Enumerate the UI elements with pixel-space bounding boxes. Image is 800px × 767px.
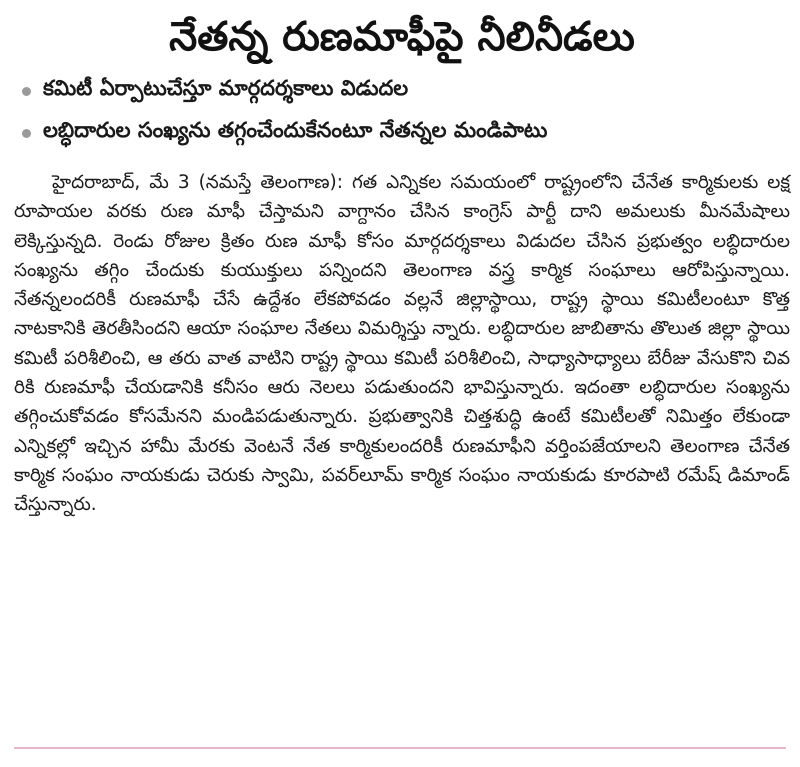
article-body: హైదరాబాద్, మే 3 (నమస్తే తెలంగాణ): గత ఎన్నికల సమయంలో రాష్ట్రంలోని చేనేత కార్మికులకు లక్ష రూపాయల వరకు రుణ మాఫీ చేస్తామని వాగ్దానం చేసిన కాంగ్రెస్ పార్టీ దాని అమలుకు మీనమేషాలు లెక్కిస్తున్నది. రెండు రోజుల క్రితం రుణ మాఫీ కోసం మార్గదర్శకాలు విడుదల చేసిన ప్రభుత్వం లబ్ధిదారుల సంఖ్యను తగ్గిం చేందుకు కుయుక్తులు పన్నిందని తెలంగాణ వస్త్ర కార్మిక సంఘాలు ఆరోపిస్తున్నాయి. నేతన్నలందరికీ రుణమాఫీ చేసే ఉద్దేశం లేకపోవడం వల్లనే జిల్లాస్థాయి, రాష్ట్ర స్థాయి కమిటీలంటూ కొత్త నాటకానికి తెరతీసిందని ఆయా సంఘాల నేతలు విమర్శిస్తు న్నారు. లబ్ధిదారుల జాబితాను తొలుత జిల్లా స్థాయి కమిటీ పరిశీలించి, ఆ తరు వాత వాటిని రాష్ట్ర స్థాయి కమిటీ పరిశీలించి, సాధ్యాసాధ్యాలు బేరీజు వేసుకొని చివ రికి రుణమాఫీ చేయడానికి కనీసం ఆరు నెలలు పడుతుందని భావిస్తున్నారు. ఇదంతా లబ్ధిదారుల సంఖ్యను తగ్గించుకోవడం కోసమేనని మండిపడుతున్నారు. ప్రభుత్వానికి చిత్తశుద్ధి ఉంటే కమిటీలతో నిమిత్తం లేకుండా ఎన్నికల్లో ఇచ్చిన హామీ మేరకు వెంటనే నేత కార్మికులందరికీ రుణమాఫీని వర్తింపజేయాలని తెలంగాణ చేనేత కార్మిక సంఘం నాయకుడు చెరుకు స్వామి, పవర్‌లూమ్ కార్మిక సంఘం నాయకుడు కూరపాటి రమేష్ డిమాండ్ చేస్తున్నారు. xyxy=(14,172,790,516)
subheadline-item xyxy=(14,112,790,154)
subheadline-text: లబ్ధిదారుల సంఖ్యను తగ్గంచేందుకేనంటూ నేతన్నల మండిపాటు xyxy=(43,118,548,142)
bullet-icon xyxy=(22,129,31,138)
subheadline-list xyxy=(14,70,790,154)
subheadline-text: కమిటీ ఏర్పాటుచేస్తూ మార్గదర్శకాలు విడుదల xyxy=(43,76,409,100)
bullet-icon xyxy=(22,87,31,96)
bottom-divider xyxy=(14,747,786,749)
subheadline-item xyxy=(14,70,790,112)
headline: నేతన్న రుణమాఫీపై నీలినీడలు xyxy=(169,14,635,60)
